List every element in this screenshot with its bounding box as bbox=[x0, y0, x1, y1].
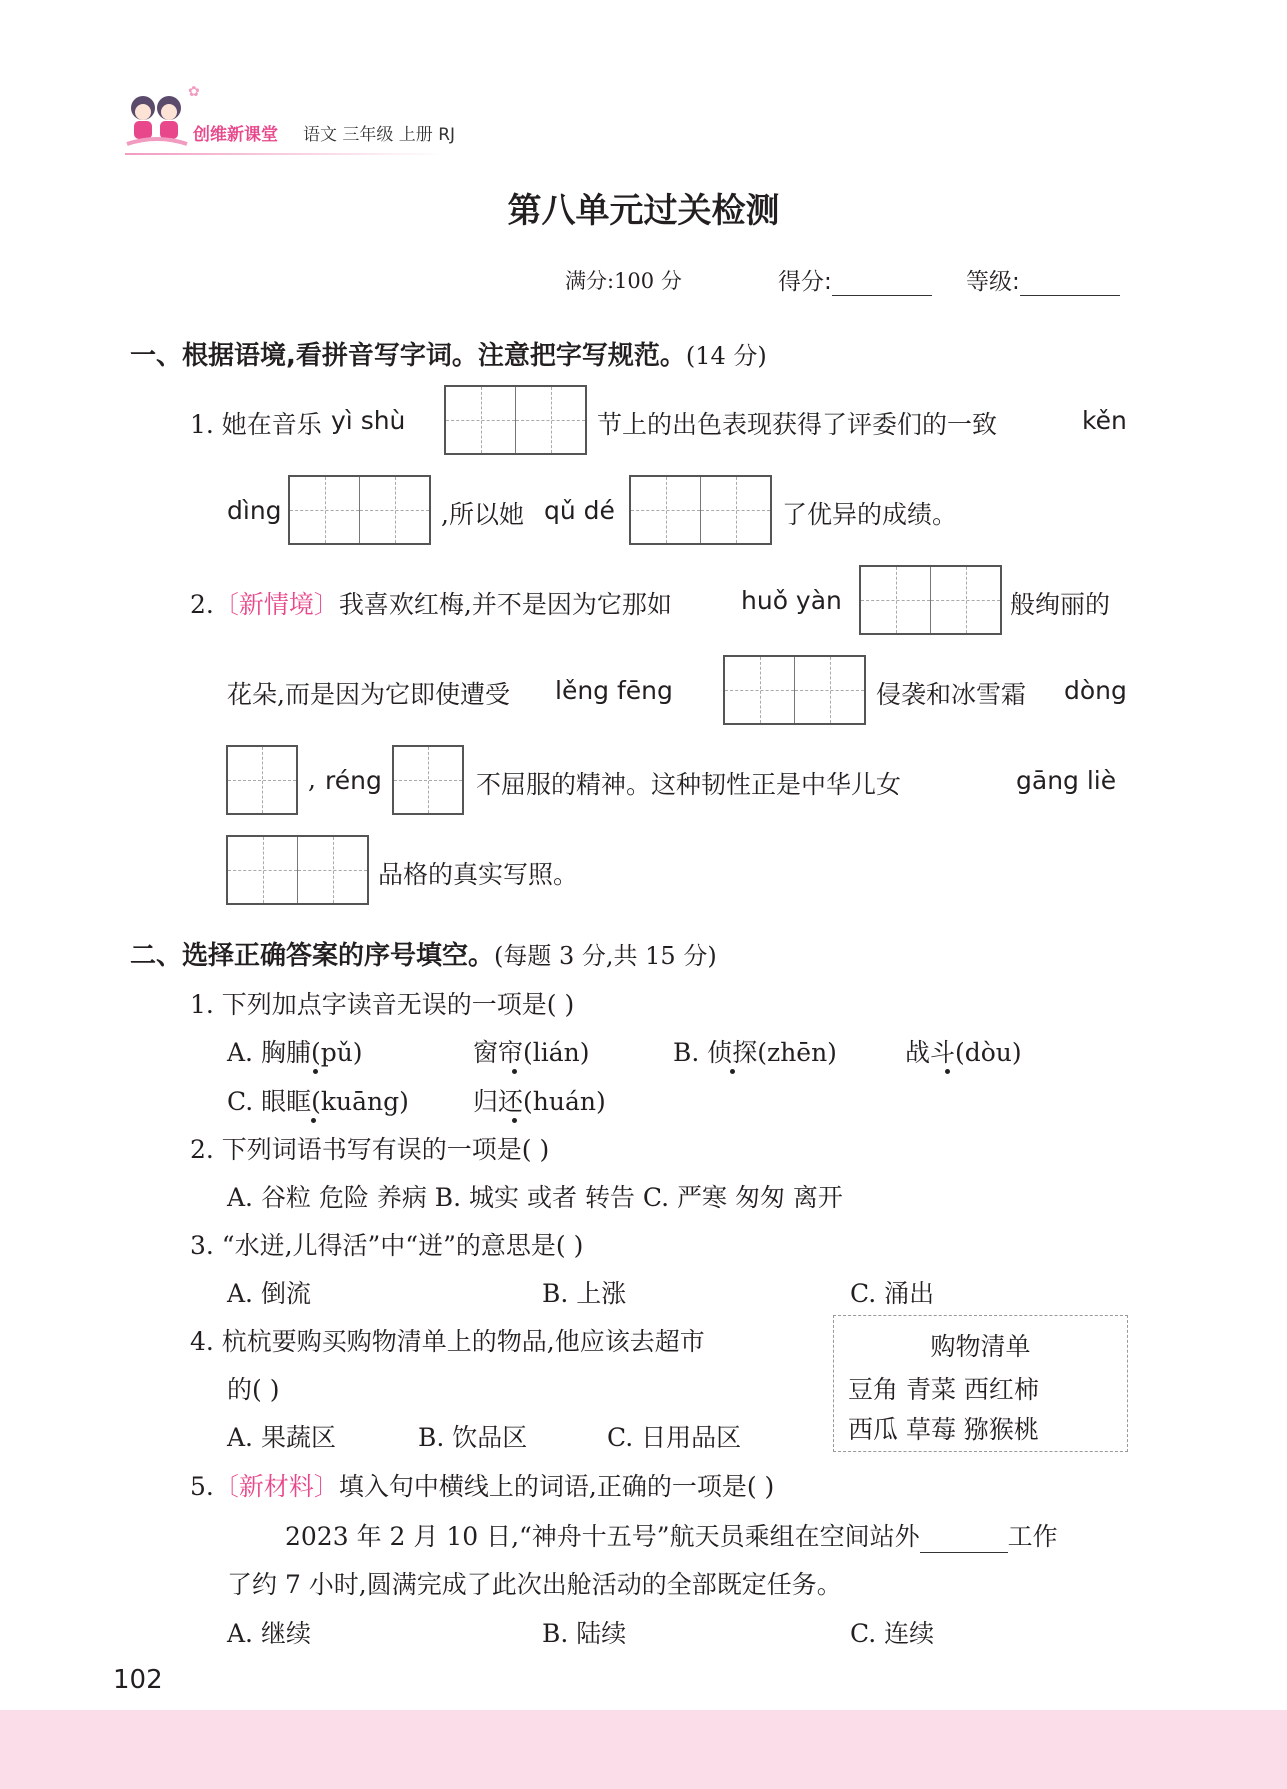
s2-q5-option-c: C. 连续 bbox=[850, 1619, 935, 1648]
s2-q1-option-a1: A. 胸脯(pǔ) bbox=[227, 1038, 363, 1067]
s2-q3-option-a: A. 倒流 bbox=[227, 1279, 311, 1308]
s1-q1-line1-a: 1. 她在音乐 bbox=[190, 410, 322, 439]
s1-q1-line1-b: 节上的出色表现获得了评委们的一致 bbox=[597, 410, 998, 439]
score-label: 得分: bbox=[778, 269, 832, 295]
section-1-heading bbox=[130, 335, 767, 372]
s1-q2-line1-b: 般绚丽的 bbox=[1010, 590, 1111, 619]
passage-blank[interactable] bbox=[920, 1526, 1008, 1553]
s2-q5-passage-1b: 工作 bbox=[1007, 1522, 1058, 1551]
shopping-list-title: 购物清单 bbox=[930, 1332, 1031, 1361]
header-divider bbox=[125, 153, 445, 155]
score-blank[interactable] bbox=[832, 269, 932, 296]
emphasis-dot bbox=[730, 1069, 735, 1074]
s2-q5-passage-line1 bbox=[285, 1517, 1058, 1553]
s1-q2-number: 2. bbox=[190, 590, 214, 619]
s1-q2-line1-a: 我喜欢红梅,并不是因为它那如 bbox=[338, 590, 672, 619]
section-1-points: (14 分) bbox=[685, 342, 767, 370]
grade-label: 等级: bbox=[966, 269, 1020, 295]
section-1-title: 一、根据语境,看拼音写字词。注意把字写规范。 bbox=[130, 341, 686, 371]
s2-q5-stem-text: 填入句中横线上的词语,正确的一项是( ) bbox=[338, 1472, 775, 1501]
section-2-points: (每题 3 分,共 15 分) bbox=[494, 942, 717, 970]
s2-q1-stem: 1. 下列加点字读音无误的一项是( ) bbox=[190, 990, 575, 1019]
s2-q2-options: A. 谷粒 危险 养病 B. 城实 或者 转告 C. 严寒 匆匆 离开 bbox=[227, 1183, 843, 1212]
s2-q1-option-b2: 战斗(dòu) bbox=[905, 1038, 1022, 1067]
new-context-tag: 〔新情境〕 bbox=[213, 590, 339, 619]
writing-box-yishu[interactable] bbox=[444, 385, 587, 455]
s1-q1-line2-b: 了优异的成绩。 bbox=[782, 500, 958, 529]
writing-box-qude[interactable] bbox=[629, 475, 772, 545]
s1-q2-line4: 品格的真实写照。 bbox=[378, 860, 579, 889]
s2-q4-option-c: C. 日用品区 bbox=[607, 1423, 742, 1452]
emphasis-dot bbox=[311, 1118, 316, 1123]
s2-q1-option-b1: B. 侦探(zhēn) bbox=[673, 1038, 837, 1067]
s2-q4-line2: 的( ) bbox=[227, 1375, 280, 1404]
s2-q5-passage-line2: 了约 7 小时,圆满完成了此次出舱活动的全部既定任务。 bbox=[227, 1570, 842, 1599]
s1-q2-line1 bbox=[190, 585, 672, 621]
header-info: 语文 三年级 上册 RJ bbox=[303, 125, 456, 145]
page-number: 102 bbox=[113, 1665, 163, 1695]
s2-q1-option-c2: 归还(huán) bbox=[473, 1087, 606, 1116]
emphasis-dot bbox=[945, 1069, 950, 1074]
emphasis-dot bbox=[512, 1069, 517, 1074]
s2-q5-option-a: A. 继续 bbox=[227, 1619, 311, 1648]
s1-q2-line2-b: 侵袭和冰雪霜 bbox=[876, 680, 1027, 709]
s1-q1-pinyin-2b: dìng bbox=[227, 496, 282, 525]
header-logo-icon bbox=[125, 90, 190, 152]
s2-q4-line1: 4. 杭杭要购买购物清单上的物品,他应该去超市 bbox=[190, 1327, 705, 1356]
section-2-heading bbox=[130, 935, 717, 972]
s1-q1-pinyin-2a: kěn bbox=[1082, 406, 1127, 435]
full-score: 满分:100 分 bbox=[565, 269, 682, 293]
writing-box-ganglie[interactable] bbox=[226, 835, 369, 905]
s1-q2-pinyin-3: dòng bbox=[1064, 676, 1127, 705]
s2-q2-stem: 2. 下列词语书写有误的一项是( ) bbox=[190, 1135, 550, 1164]
s1-q2-pinyin-5: gāng liè bbox=[1016, 766, 1117, 795]
s2-q3-option-b: B. 上涨 bbox=[542, 1279, 627, 1308]
s2-q4-option-b: B. 饮品区 bbox=[418, 1423, 528, 1452]
new-material-tag: 〔新材料〕 bbox=[213, 1472, 339, 1501]
s2-q1-option-a2: 窗帘(lián) bbox=[473, 1038, 590, 1067]
s1-q1-line2-a: ,所以她 bbox=[441, 500, 524, 529]
bottom-decorative-band bbox=[0, 1710, 1287, 1789]
shopping-list-row-1: 豆角 青菜 西红柿 bbox=[848, 1375, 1039, 1404]
writing-box-reng[interactable] bbox=[392, 745, 464, 815]
s1-q2-line3-b: 不屈服的精神。这种韧性正是中华儿女 bbox=[476, 770, 902, 799]
writing-box-kending[interactable] bbox=[288, 475, 431, 545]
s1-q1-pinyin-1: yì shù bbox=[331, 406, 406, 435]
s2-q4-option-a: A. 果蔬区 bbox=[227, 1423, 336, 1452]
s1-q2-pinyin-2: lěng fēng bbox=[555, 676, 673, 705]
s2-q1-option-c1: C. 眼眶(kuāng) bbox=[227, 1087, 409, 1116]
s2-q3-option-c: C. 涌出 bbox=[850, 1279, 935, 1308]
score-field bbox=[778, 263, 932, 296]
s2-q5-number: 5. bbox=[190, 1472, 214, 1501]
emphasis-dot bbox=[313, 1069, 318, 1074]
s1-q1-pinyin-3: qǔ dé bbox=[544, 496, 615, 525]
section-2-title: 二、选择正确答案的序号填空。 bbox=[130, 941, 495, 971]
s1-q2-line2-a: 花朵,而是因为它即使遭受 bbox=[227, 680, 510, 709]
s2-q5-option-b: B. 陆续 bbox=[542, 1619, 627, 1648]
s2-q3-stem: 3. “水迸,儿得活”中“迸”的意思是( ) bbox=[190, 1231, 584, 1260]
writing-box-huoyan[interactable] bbox=[859, 565, 1002, 635]
writing-box-lengfeng[interactable] bbox=[723, 655, 866, 725]
header-brand: 创维新课堂 bbox=[193, 125, 278, 145]
s2-q5-passage-1: 2023 年 2 月 10 日,“神舟十五号”航天员乘组在空间站外 bbox=[285, 1522, 920, 1551]
s1-q2-pinyin-4: réng bbox=[325, 766, 382, 795]
grade-blank[interactable] bbox=[1020, 269, 1120, 296]
writing-box-dong[interactable] bbox=[226, 745, 298, 815]
shopping-list-row-2: 西瓜 草莓 猕猴桃 bbox=[848, 1415, 1039, 1444]
page-title: 第八单元过关检测 bbox=[507, 191, 780, 231]
s1-q2-pinyin-1: huǒ yàn bbox=[741, 586, 842, 615]
s1-q2-line3-a: , bbox=[308, 765, 316, 794]
header-star-icon: ✿ bbox=[188, 84, 200, 100]
grade-field bbox=[966, 263, 1120, 296]
emphasis-dot bbox=[512, 1118, 517, 1123]
s2-q5-stem bbox=[190, 1467, 774, 1503]
